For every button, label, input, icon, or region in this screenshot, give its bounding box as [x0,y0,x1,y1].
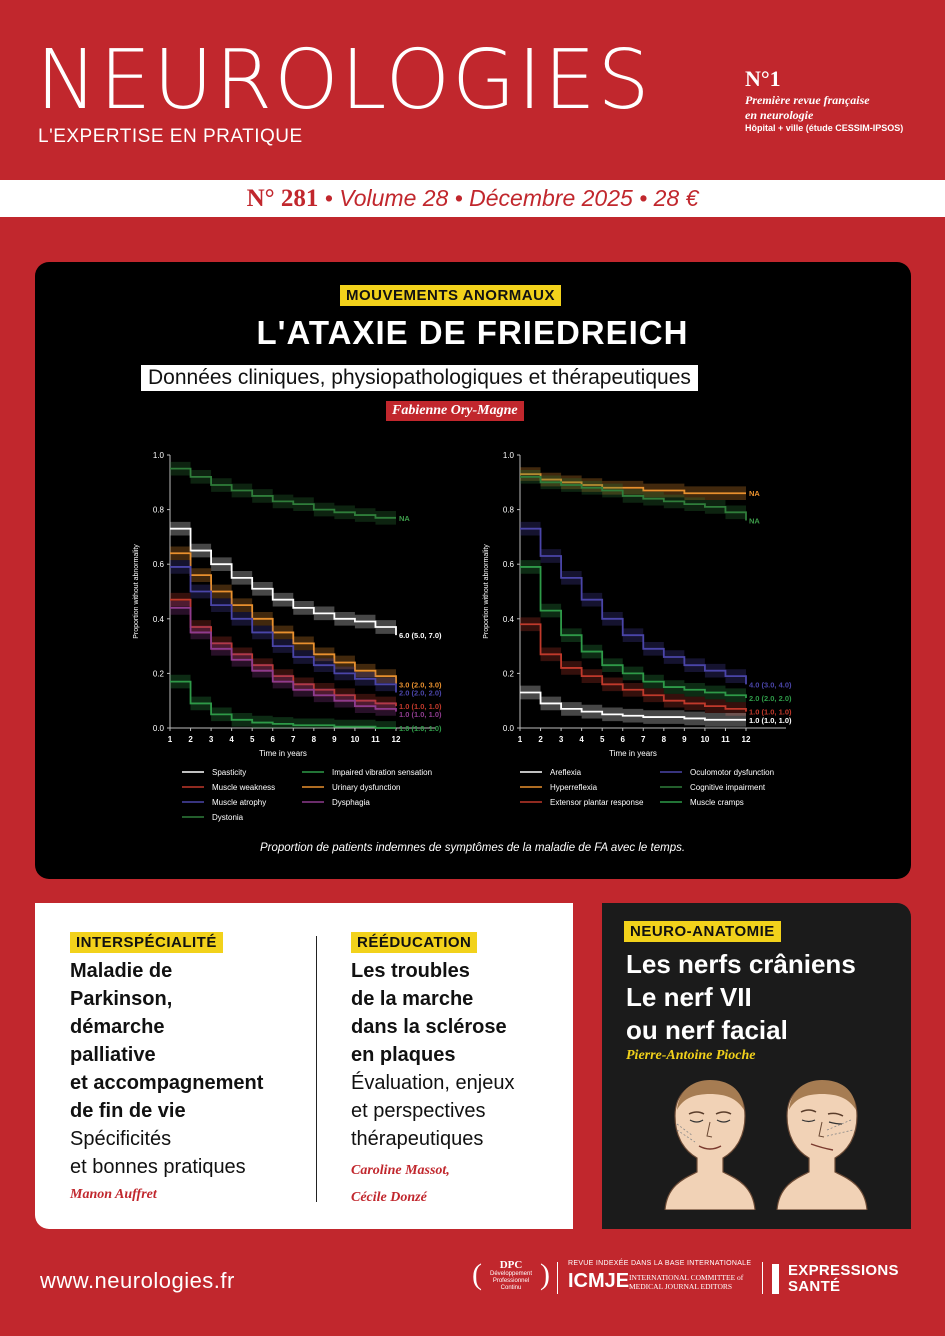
faces-illustration [655,1080,875,1210]
feature-subtitle: Données cliniques, physiopathologiques et thérapeutiques [141,365,698,391]
expressions-sante-logo [772,1262,912,1296]
rank-badge: N°1 [745,66,781,91]
title-line: ou nerf facial [626,1015,788,1045]
logo-divider [557,1262,558,1294]
legend-label: Urinary dysfunction [332,783,401,792]
x-tick-label: 4 [229,735,234,744]
article-author-nerf-facial: Pierre-Antoine Pioche [626,1048,756,1063]
title-line: Parkinson, [70,988,173,1010]
x-tick-label: 1 [167,735,173,744]
survival-chart-right [475,445,815,835]
article-author-sep [351,1157,450,1211]
feature-kicker: MOUVEMENTS ANORMAUX [340,285,561,306]
x-tick-label: 7 [641,735,646,744]
x-tick-label: 8 [661,735,667,744]
series-end-label: 1.0 (1.0, 1.0) [399,724,442,733]
legend-label: Hyperreflexia [550,783,598,792]
y-axis-label: Proportion without abnormality [483,544,490,639]
y-tick-label: 0.4 [152,614,164,624]
legend-label: Areflexia [550,768,582,777]
x-tick-label: 11 [721,735,730,744]
x-tick-label: 9 [682,735,687,744]
article-title-sep[interactable] [351,957,507,1069]
legend-label: Impaired vibration sensation [332,768,433,777]
y-tick-label: 1.0 [502,451,514,460]
x-tick-label: 8 [311,735,317,744]
title-line: Le nerf VII [626,982,752,1012]
y-tick-label: 0.8 [502,505,514,515]
dpc-line: Continu [500,1285,522,1291]
x-tick-label: 1 [517,735,523,744]
x-tick-label: 2 [188,735,193,744]
series-end-label: 1.0 (1.0, 1.0) [399,702,442,712]
y-tick-label: 0.6 [152,560,164,570]
author-line: Caroline Massot, [351,1163,450,1178]
icmje-logo [568,1260,753,1296]
x-tick-label: 11 [371,735,380,744]
x-tick-label: 6 [270,735,275,744]
kicker-interspecialite: INTERSPÉCIALITÉ [70,932,223,953]
dpc-line: Professionnel [492,1278,530,1284]
x-tick-label: 5 [599,735,605,744]
feature-caption: Proportion de patients indemnes de symptômes de la maladie de FA avec le temps. [259,842,686,854]
title-line: Les nerfs crâniens [626,949,856,979]
subtitle-line: Évaluation, enjeux [351,1072,515,1094]
x-tick-label: 10 [350,735,360,744]
legend-label: Muscle atrophy [212,798,267,807]
article-title-nerf-facial[interactable] [626,948,856,1047]
legend-label: Cognitive impairment [690,783,766,792]
icmje-name: ICMJE [568,1270,630,1292]
rank-line-3: Hôpital + ville (étude CESSIM-IPSOS) [745,123,904,133]
series-end-label: 3.0 (2.0, 3.0) [399,680,442,690]
rank-line-2: en neurologie [745,108,814,122]
legend-label: Muscle cramps [690,798,744,807]
series-end-label: 1.0 (1.0, 1.0) [399,710,442,720]
x-tick-label: 4 [579,735,584,744]
x-tick-label: 2 [538,735,543,744]
x-tick-label: 6 [620,735,625,744]
issue-number: N° 281 [246,185,319,212]
y-tick-label: 0.2 [152,669,164,679]
legend-label: Oculomotor dysfunction [690,768,775,777]
subtitle-line: Spécificités [70,1128,172,1150]
masthead: NEUROLOGIES [36,33,652,128]
icmje-line: INTERNATIONAL COMMITTEE of [629,1273,744,1282]
rank-line-1: Première revue française [745,93,870,107]
kicker-reeducation: RÉÉDUCATION [351,932,477,953]
series-end-label: NA [749,516,760,526]
kicker-neuro-anatomie: NEURO-ANATOMIE [624,921,781,942]
issue-details: • Volume 28 • Décembre 2025 • 28 € [318,185,699,211]
x-tick-label: 9 [332,735,337,744]
legend-label: Extensor plantar response [550,798,644,807]
logo-divider [762,1262,763,1294]
x-tick-label: 5 [249,735,255,744]
tagline: L'EXPERTISE EN PRATIQUE [38,126,303,147]
title-line: dans la sclérose [351,1016,507,1038]
series-end-label: 2.0 (2.0, 2.0) [399,688,442,698]
title-line: Les troubles [351,960,470,982]
x-axis-label: Time in years [609,749,657,758]
title-line: de la marche [351,988,474,1010]
publisher-line: SANTÉ [788,1278,841,1295]
face-left [665,1080,755,1210]
survival-chart-left [120,445,460,835]
icmje-top: REVUE INDEXÉE DANS LA BASE INTERNATIONALE [568,1260,752,1267]
title-line: en plaques [351,1044,456,1066]
series-end-label: 6.0 (5.0, 7.0) [399,631,442,641]
feature-title: L'ATAXIE DE FRIEDREICH [256,314,689,351]
legend-label: Dysphagia [332,798,370,807]
subtitle-line: et bonnes pratiques [70,1156,246,1178]
website-link[interactable]: www.neurologies.fr [40,1268,235,1293]
series-end-label: NA [749,489,760,499]
subtitle-line: thérapeutiques [351,1128,484,1150]
dpc-logo: ( ) DPC Développement Professionnel Continu [472,1258,550,1291]
legend-label: Spasticity [212,768,247,777]
x-tick-label: 3 [558,735,564,744]
y-tick-label: 0.0 [502,724,514,733]
subtitle-line: et perspectives [351,1100,486,1122]
dpc-title: DPC [499,1259,523,1271]
title-line: palliative [70,1044,156,1066]
publisher-line: EXPRESSIONS [788,1262,899,1279]
title-line: de fin de vie [70,1100,186,1122]
y-tick-label: 0.4 [502,614,514,624]
title-line: démarche [70,1016,165,1038]
series-end-label: 4.0 (3.0, 4.0) [749,680,792,690]
x-tick-label: 12 [391,735,401,744]
dpc-line: Développement [489,1271,533,1277]
title-line: et accompagnement [70,1072,264,1094]
y-tick-label: 0.8 [152,505,164,515]
y-tick-label: 0.2 [502,669,514,679]
author-line: Cécile Donzé [351,1190,427,1205]
y-tick-label: 0.6 [502,560,514,570]
x-tick-label: 10 [700,735,710,744]
x-axis-label: Time in years [259,749,307,758]
series-end-label: 1.0 (1.0, 1.0) [749,707,792,717]
column-divider [316,936,317,1202]
y-axis-label: Proportion without abnormality [133,544,140,639]
issue-band [0,180,945,217]
series-end-label: NA [399,513,410,523]
article-subtitle-sep [351,1069,514,1153]
x-tick-label: 3 [208,735,214,744]
article-subtitle-parkinson [70,1125,246,1181]
legend-label: Dystonia [212,813,244,822]
article-title-parkinson[interactable] [70,957,263,1125]
legend-label: Muscle weakness [212,783,276,792]
icmje-line: MEDICAL JOURNAL EDITORS [629,1282,733,1291]
y-tick-label: 0.0 [152,724,164,733]
title-line: Maladie de [70,960,173,982]
series-end-label: 1.0 (1.0, 1.0) [749,715,792,725]
y-tick-label: 1.0 [152,451,164,460]
article-author-parkinson: Manon Auffret [70,1187,157,1202]
feature-author: Fabienne Ory-Magne [386,401,524,421]
x-tick-label: 12 [741,735,751,744]
x-tick-label: 7 [291,735,296,744]
face-right [777,1080,867,1210]
series-end-label: 2.0 (2.0, 2.0) [749,693,792,703]
